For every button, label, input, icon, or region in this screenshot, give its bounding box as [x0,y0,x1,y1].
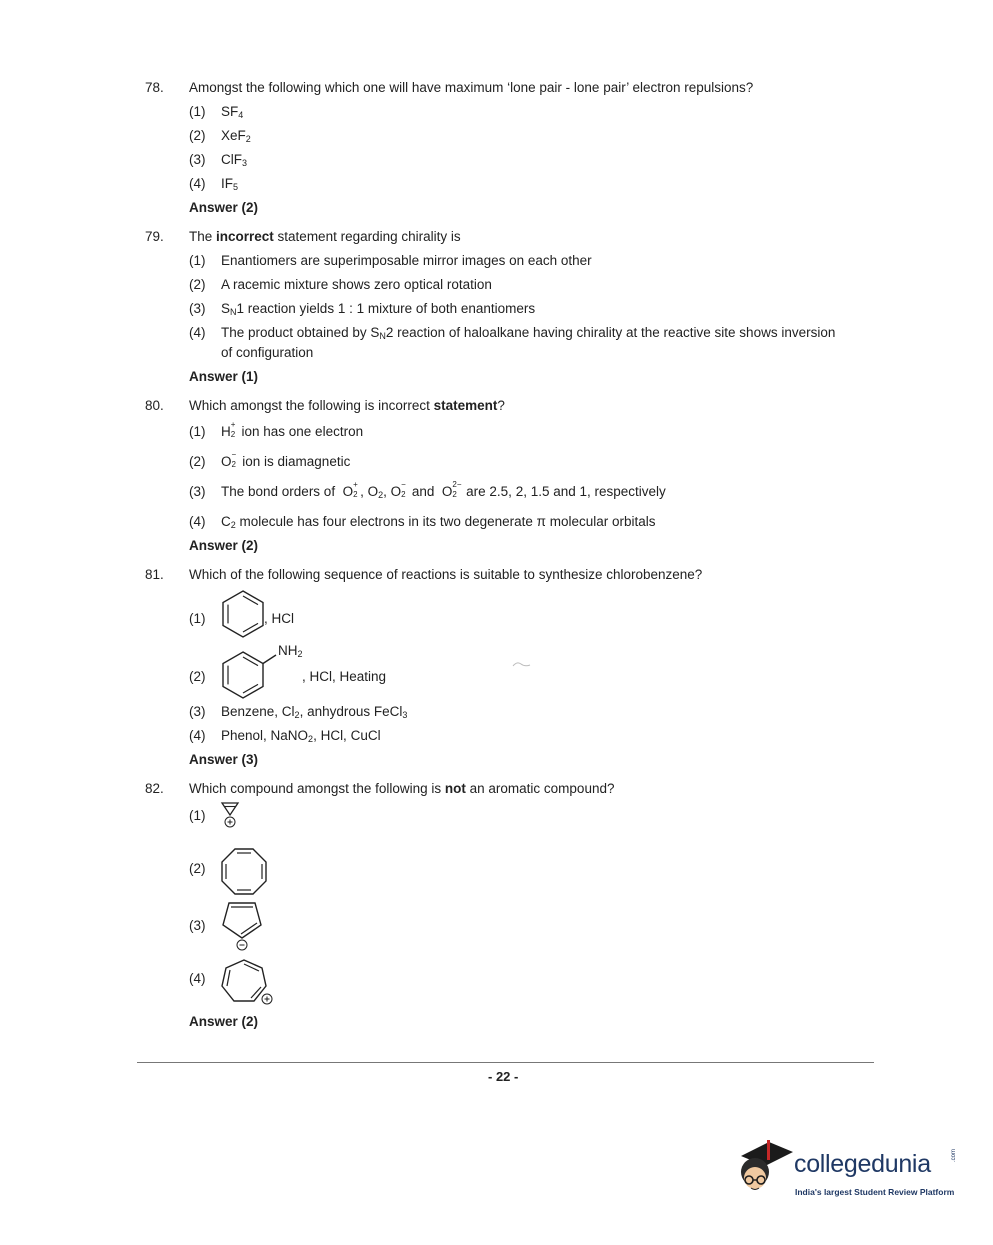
cyclopentadienyl-anion-structure [220,900,264,954]
option-number: (2) [189,277,206,292]
question-text: The incorrect statement regarding chirality is [189,229,461,244]
cyclopropenyl-cation-structure [219,800,241,830]
option-number: (4) [189,514,206,529]
footer-divider [137,1062,874,1063]
question-number: 78. [145,80,164,95]
option-text: H + 2 ion has one electron [221,420,364,439]
option-text: Phenol, NaNO$_2$, HCl, CuCl [221,728,381,744]
option-number: (4) [189,728,206,743]
option-text-continued: of configuration [221,345,314,360]
option-number: (3) [189,152,206,167]
option-number: (1) [189,104,206,119]
brand-suffix: .com [951,1148,957,1162]
option-text: ClF$_3$ [221,152,248,168]
amine-group-label: $NH_2$ [278,643,303,659]
option-text: $IF_5$ [221,176,239,192]
option-text: $C_2$ molecule has four electrons in its two degenerate π molecular orbitals [221,514,656,530]
option-number: (3) [189,704,206,719]
benzene-structure [220,589,266,639]
option-number: (1) [189,611,206,626]
page-number: - 22 - [488,1069,519,1084]
answer: Answer (2) [189,538,259,553]
option-text: A racemic mixture shows zero optical rotation [221,277,492,292]
answer: Answer (2) [189,1014,259,1029]
option-text: O − 2 ion is diamagnetic [221,450,351,469]
option-number: (4) [189,971,206,986]
option-number: (3) [189,484,206,499]
collegedunia-logo-icon [735,1138,795,1200]
question-number: 80. [145,398,164,413]
answer: Answer (1) [189,369,259,384]
option-number: (3) [189,301,206,316]
option-number: (1) [189,808,206,823]
question-text: Which of the following sequence of reactions is suitable to synthesize chlorobenzene? [189,567,703,582]
option-text: XeF$_2$ [221,128,251,144]
brand-tagline: India's largest Student Review Platform [795,1187,955,1197]
aniline-structure [220,650,280,700]
option-number: (4) [189,176,206,191]
option-text: $SF_4$ [221,104,244,120]
option-number: (2) [189,128,206,143]
answer: Answer (3) [189,752,259,767]
option-number: (1) [189,253,206,268]
question-number: 81. [145,567,164,582]
question-number: 82. [145,781,164,796]
option-number: (3) [189,918,206,933]
option-number: (2) [189,669,206,684]
tropylium-cation-structure [219,958,275,1008]
option-text: The bond orders of O + 2 , $O_2$, O − 2 and O 2− 2 are 2.5, 2, 1.5 and 1, respectively [221,480,666,500]
question-text: Which amongst the following is incorrect statement? [189,398,505,413]
brand-name: collegedunia [794,1150,931,1178]
option-number: (2) [189,454,206,469]
answer: Answer (2) [189,200,259,215]
option-text: $S_N1$ reaction yields 1 : 1 mixture of both enantiomers [221,301,536,317]
scan-mark [512,660,532,670]
option-text: Enantiomers are superimposable mirror images on each other [221,253,592,268]
option-text: The product obtained by $S_N2$ reaction of haloalkane having chirality at the reactive site shows inversion [221,325,836,341]
option-text: Benzene, $Cl_2$, anhydrous FeCl$_3$ [221,704,408,720]
option-number: (4) [189,325,206,340]
question-text: Which compound amongst the following is not an aromatic compound? [189,781,615,796]
option-text: , HCl, Heating [302,669,387,684]
option-number: (2) [189,861,206,876]
question-number: 79. [145,229,164,244]
option-text: , HCl [264,611,294,626]
option-number: (1) [189,424,206,439]
cyclooctatetraene-structure [219,847,269,897]
question-text: Amongst the following which one will have maximum ‘lone pair - lone pair’ electron repulsions? [189,80,754,95]
